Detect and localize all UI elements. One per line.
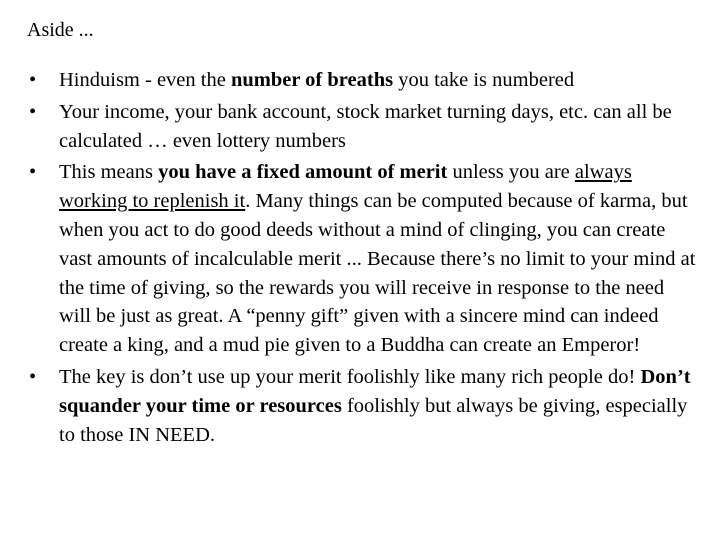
- bullet-3-emphasis: you have a fixed amount of merit: [158, 161, 448, 184]
- bullet-3-text-end: . Many things can be computed because of karma, but when you act to do good deeds without a mind of clinging, you can create vast amounts of incalculable merit ... Because there’s no limit to your mind at the time of giving, so the rewards you will receive in response to the need will be just as great. A “penny gift” given with a sincere mind can indeed create a king, and a mud pie given to a Buddha can create an Emperor!: [59, 190, 696, 357]
- bullet-4-text-start: The key is don’t use up your merit foolishly like many rich people do!: [59, 365, 641, 388]
- bullet-1-text-end: you take is numbered: [393, 69, 575, 91]
- slide-title: Aside ...: [27, 19, 94, 41]
- bullet-dot-icon: •: [29, 69, 37, 91]
- bullet-2-text: Your income, your bank account, stock market turning days, etc. can all be calculated … even lottery numbers: [59, 100, 672, 152]
- bullet-dot-icon: •: [29, 161, 37, 184]
- bullet-4-emphasis: Don’t squander your time or resources: [59, 365, 691, 417]
- bullet-1-text-start: Hinduism - even the: [59, 69, 231, 91]
- bullet-item-3: [27, 158, 697, 360]
- bullet-3-text-start: This means: [59, 161, 159, 184]
- bullet-3-underline: always working to replenish it: [59, 161, 632, 213]
- bullet-dot-icon: •: [29, 365, 37, 388]
- bullet-dot-icon: •: [29, 100, 37, 123]
- bullet-3-text-mid: unless you are: [447, 161, 575, 184]
- bullet-item-1: [27, 66, 697, 95]
- bullet-item-2: [27, 98, 697, 156]
- bullet-1-emphasis: number of breaths: [230, 69, 394, 91]
- bullet-item-4: [27, 363, 697, 449]
- bullet-list: [27, 66, 697, 452]
- bullet-4-text-end: foolishly but always be giving, especially to those IN NEED.: [59, 394, 688, 446]
